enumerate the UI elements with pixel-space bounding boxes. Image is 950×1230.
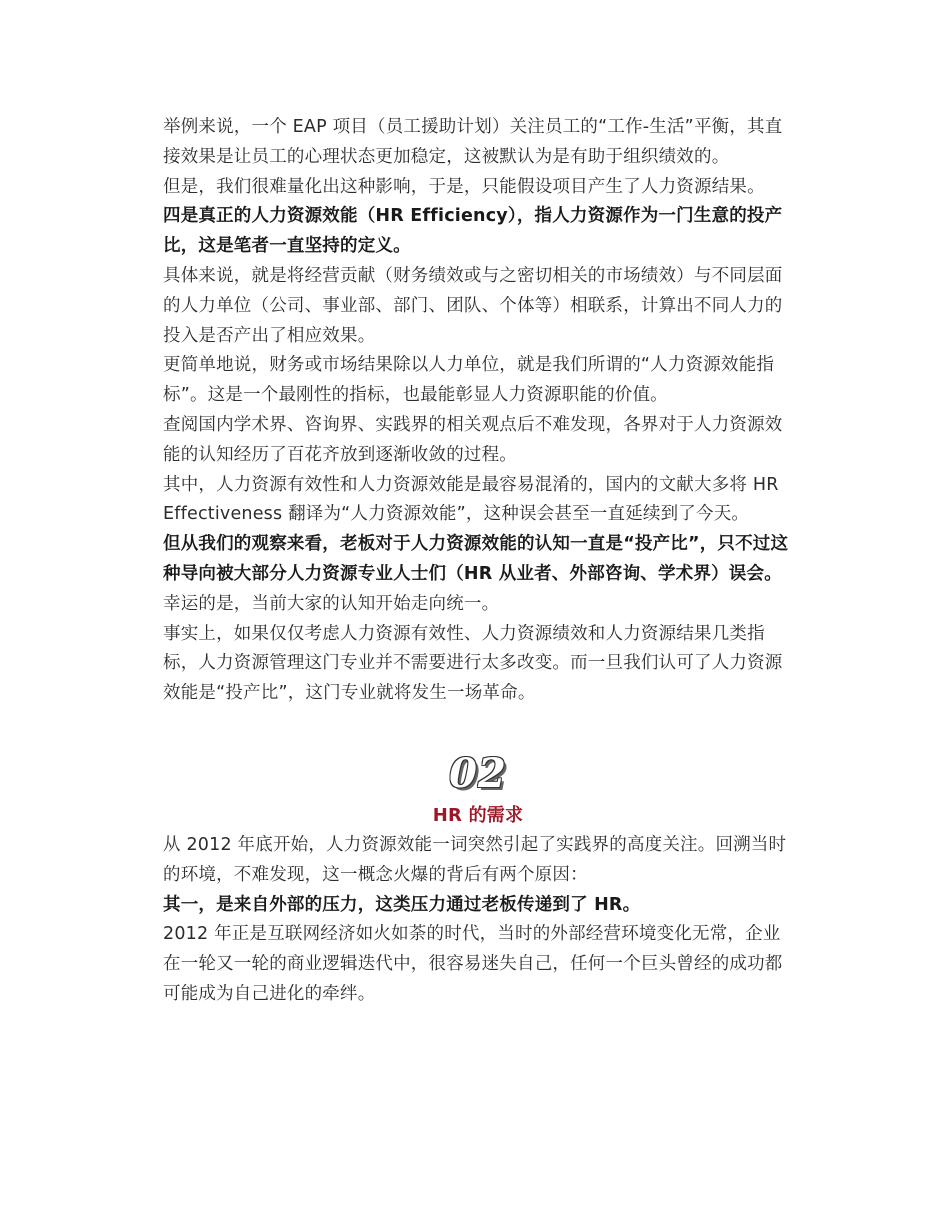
paragraph: 从 2012 年底开始，人力资源效能一词突然引起了实践界的高度关注。回溯当时的环境，不难发现，这一概念火爆的背后有两个原因： xyxy=(163,834,787,885)
section-title: HR 的需求 xyxy=(432,804,524,826)
paragraph: 举例来说，一个 EAP 项目（员工援助计划）关注员工的“工作-生活”平衡，其直接效果是让员工的心理状态更加稳定，这被默认为是有助于组织绩效的。 xyxy=(163,117,783,167)
paragraph: 其中，人力资源有效性和人力资源效能是最容易混淆的，国内的文献大多将 HR Effectiveness 翻译为“人力资源效能”，这种误会甚至一直延续到了今天。 xyxy=(163,474,779,525)
paragraph: 更简单地说，财务或市场结果除以人力单位，就是我们所谓的“人力资源效能指标”。这是一个最刚性的指标，也最能彰显人力资源职能的价值。 xyxy=(163,355,775,406)
article-body xyxy=(163,113,793,1010)
paragraph: 具体来说，就是将经营贡献（财务绩效或与之密切相关的市场绩效）与不同层面的人力单位（公司、事业部、部门、团队、个体等）相联系，计算出不同人力的投入是否产出了相应效果。 xyxy=(163,265,783,346)
bold-paragraph: 其一，是来自外部的压力，这类压力通过老板传递到了 HR。 xyxy=(163,894,641,915)
paragraph: 但是，我们很难量化出这种影响，于是，只能假设项目产生了人力资源结果。 xyxy=(163,176,765,197)
bold-paragraph: 四是真正的人力资源效能（HR Efficiency），指人力资源作为一门生意的投产比，这是笔者一直坚持的定义。 xyxy=(163,206,783,257)
text-span: 幸运的是，当前大家的认知开始走向统一。 xyxy=(163,593,500,614)
section-number: 02 xyxy=(449,749,507,797)
paragraph: 2012 年正是互联网经济如火如荼的时代，当时的外部经营环境变化无常，企业在一轮又一轮的商业逻辑迭代中，很容易迷失自己，任何一个巨头曾经的成功都可能成为自己进化的牵绊。 xyxy=(163,924,783,1004)
mixed-paragraph xyxy=(163,530,793,619)
paragraph: 事实上，如果仅仅考虑人力资源有效性、人力资源绩效和人力资源结果几类指标，人力资源管理这门专业并不需要进行太多改变。而一旦我们认可了人力资源效能是“投产比”，这门专业就将发生一场革命。 xyxy=(163,623,783,704)
paragraph: 查阅国内学术界、咨询界、实践界的相关观点后不难发现，各界对于人力资源效能的认知经历了百花齐放到逐渐收敛的过程。 xyxy=(163,414,783,465)
bold-span: 但从我们的观察来看，老板对于人力资源效能的认知一直是“投产比”，只不过这种导向被大部分人力资源专业人士们（HR 从业者、外部咨询、学术界）误会。 xyxy=(163,534,789,584)
